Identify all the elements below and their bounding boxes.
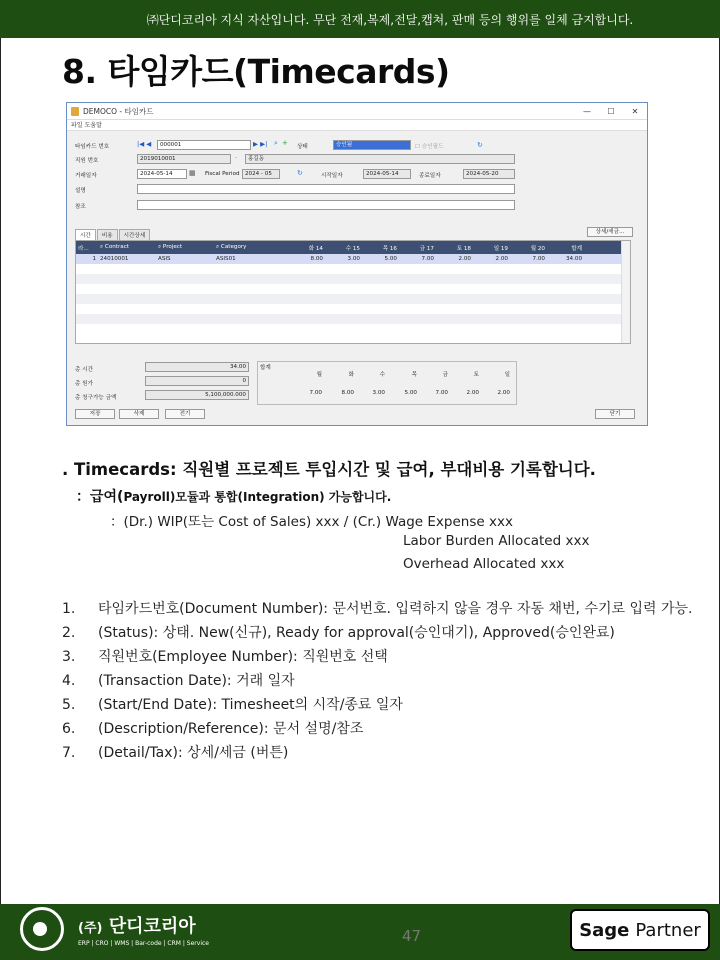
- summary-day: 토: [473, 372, 479, 378]
- list-text: 직원번호(Employee Number): 직원번호 선택: [98, 649, 388, 665]
- employee-number-field[interactable]: 2019010001: [137, 154, 231, 164]
- employee-label: 직원 번호: [75, 158, 99, 164]
- note-part: )모듈과 통합(Integration) 가능합니다.: [169, 490, 392, 504]
- list-number: 6.: [62, 721, 76, 737]
- nav-first-prev-icon[interactable]: |◀ ◀: [137, 140, 152, 148]
- grid-header: [76, 241, 630, 254]
- note-part: Payroll: [123, 490, 170, 504]
- reference-label: 참조: [75, 204, 86, 210]
- empty-row[interactable]: [76, 304, 630, 314]
- col-category-label: Category: [220, 244, 247, 250]
- list-item: [62, 624, 702, 642]
- journal-entry-line: Labor Burden Allocated xxx: [403, 533, 590, 549]
- summary-day: 월: [316, 372, 322, 378]
- summary-day: 화: [348, 372, 354, 378]
- timecards-summary: . Timecards: 직원별 프로젝트 투입시간 및 급여, 부대비용 기록합니다.: [62, 460, 596, 479]
- brand-text: 단디코리아: [108, 916, 196, 937]
- summary-value: 3.00: [372, 390, 385, 396]
- detail-tax-button[interactable]: 상세/세금...: [587, 227, 633, 237]
- col-project-label: Project: [162, 244, 183, 250]
- timecard-window: [66, 102, 648, 426]
- empty-row[interactable]: [76, 274, 630, 284]
- list-text: (Description/Reference): 문서 설명/참조: [98, 721, 364, 737]
- list-text: (Detail/Tax): 상세/세금 (버튼): [98, 745, 289, 761]
- table-row[interactable]: [76, 254, 630, 264]
- summary-value: 5.00: [404, 390, 417, 396]
- cell: 5.00: [384, 256, 397, 262]
- status-label: 상태: [297, 144, 308, 150]
- sage-partner-badge: [570, 909, 710, 951]
- post-button[interactable]: 전기: [165, 409, 205, 419]
- start-date-label: 시작일자: [321, 173, 343, 179]
- nav-next-last-icon[interactable]: ▶ ▶|: [253, 140, 268, 148]
- list-item: [62, 720, 702, 738]
- list-item: [62, 600, 702, 618]
- lookup-icon[interactable]: ·: [235, 154, 238, 162]
- list-text: (Status): 상태. New(신규), Ready for approval(승인대기), Approved(승인완료): [98, 625, 615, 641]
- fiscal-period-field: 2024 - 05: [242, 169, 280, 179]
- list-text: (Start/End Date): Timesheet의 시작/종료 일자: [98, 697, 403, 713]
- list-item: [62, 696, 702, 714]
- total-time-label: 총 시간: [75, 367, 93, 373]
- search-icon[interactable]: ⌕: [274, 139, 278, 147]
- app-icon: [71, 107, 79, 116]
- summary-day: 금: [442, 372, 448, 378]
- col-contract[interactable]: ⌕ Contract: [100, 244, 129, 250]
- empty-row[interactable]: [76, 294, 630, 304]
- empty-row[interactable]: [76, 324, 630, 334]
- journal-entry-line: ：(Dr.) WIP(또는 Cost of Sales) xxx / (Cr.) Wage Expense xxx: [110, 514, 513, 530]
- cell: ASIS: [158, 256, 171, 262]
- summary-value: 2.00: [497, 390, 510, 396]
- summary-value: 2.00: [466, 390, 479, 396]
- field-list: [62, 600, 702, 768]
- status-select[interactable]: 승인됨: [333, 140, 411, 150]
- list-number: 5.: [62, 697, 76, 713]
- list-number: 2.: [62, 625, 76, 641]
- total-time-field: 34.00: [145, 362, 249, 372]
- copyright-banner: [0, 0, 720, 38]
- overwrite-label: 승인필드: [421, 144, 444, 150]
- fiscal-period-label: Fiscal Period: [205, 171, 240, 177]
- start-date-field: 2024-05-14: [363, 169, 411, 179]
- col-day[interactable]: 화 14: [308, 245, 323, 252]
- description-label: 설명: [75, 188, 86, 194]
- time-grid: [75, 240, 631, 344]
- transaction-date-field[interactable]: 2024-05-14: [137, 169, 187, 179]
- doc-number-field[interactable]: 000001: [157, 140, 251, 150]
- transaction-date-label: 거래일자: [75, 173, 97, 179]
- col-contract-label: Contract: [104, 244, 129, 250]
- col-day[interactable]: 수 15: [345, 245, 360, 252]
- reference-field[interactable]: [137, 200, 515, 210]
- total-cost-field: 0: [145, 376, 249, 386]
- summary-label: 합계: [260, 365, 271, 371]
- calendar-icon[interactable]: ▦: [189, 169, 196, 177]
- empty-row[interactable]: [76, 284, 630, 294]
- summary-value: 8.00: [341, 390, 354, 396]
- sage-logo-text: Sage: [579, 919, 630, 941]
- page-title: 8. 타임카드(Timecards): [62, 52, 450, 91]
- payroll-integration-note: [76, 486, 391, 506]
- doc-number-label: 타임카드 번호: [75, 144, 110, 150]
- col-day[interactable]: 일 19: [493, 245, 508, 252]
- total-billable-label: 총 청구가능 금액: [75, 395, 117, 401]
- summary-day: 수: [379, 372, 385, 378]
- cell: 7.00: [532, 256, 545, 262]
- brand-paren: (주): [78, 921, 103, 936]
- note-part: ：급여(: [76, 489, 124, 505]
- company-logo-icon: [20, 907, 64, 951]
- empty-row[interactable]: [76, 314, 630, 324]
- save-button[interactable]: 저장: [75, 409, 115, 419]
- minimize-icon[interactable]: —: [583, 106, 591, 116]
- list-item: [62, 672, 702, 690]
- col-day[interactable]: 금 17: [419, 245, 434, 252]
- tab-time-detail[interactable]: 시간상세: [119, 229, 151, 240]
- window-title: DEMOCO - 타임카드: [83, 106, 154, 116]
- end-date-field: 2024-05-20: [463, 169, 515, 179]
- company-services: ERP | CRO | WMS | Bar-code | CRM | Service: [78, 940, 209, 947]
- summary-value: 7.00: [435, 390, 448, 396]
- list-item: [62, 744, 702, 762]
- close-icon[interactable]: ✕: [631, 106, 639, 116]
- refresh-period-icon[interactable]: ↻: [297, 169, 303, 177]
- cell: 7.00: [421, 256, 434, 262]
- col-line[interactable]: 라...: [78, 245, 89, 252]
- tab-time[interactable]: 시간: [75, 229, 96, 240]
- close-button[interactable]: 닫기: [595, 409, 635, 419]
- empty-row[interactable]: [76, 264, 630, 274]
- col-project[interactable]: ⌕ Project: [158, 244, 183, 250]
- col-day[interactable]: 월 20: [530, 245, 545, 252]
- grid-scrollbar[interactable]: [621, 241, 630, 343]
- overwrite-checkbox[interactable]: ☐ 승인필드: [415, 144, 444, 150]
- list-number: 1.: [62, 601, 76, 617]
- cell: 3.00: [347, 256, 360, 262]
- partner-text: Partner: [635, 919, 701, 941]
- cell: 24010001: [100, 256, 129, 262]
- list-text: (Transaction Date): 거래 일자: [98, 673, 295, 689]
- list-text: 타임카드번호(Document Number): 문서번호. 입력하지 않을 경우 자동 채번, 수기로 입력 가능.: [98, 601, 693, 617]
- tab-strip: [75, 229, 151, 240]
- cell: ASIS01: [216, 256, 236, 262]
- page-number: 47: [402, 927, 422, 945]
- cell: 2.00: [458, 256, 471, 262]
- col-day[interactable]: 목 16: [382, 245, 397, 252]
- summary-day: 목: [411, 372, 417, 378]
- col-total[interactable]: 합계: [571, 245, 582, 252]
- cell: 2.00: [495, 256, 508, 262]
- list-number: 7.: [62, 745, 76, 761]
- maximize-icon[interactable]: ☐: [607, 106, 615, 116]
- company-name: [78, 912, 196, 938]
- cell: 1: [92, 256, 96, 262]
- summary-value: 7.00: [309, 390, 322, 396]
- refresh-icon[interactable]: ↻: [477, 141, 483, 149]
- list-number: 3.: [62, 649, 76, 665]
- add-icon[interactable]: +: [282, 139, 288, 147]
- col-category[interactable]: ⌕ Category: [216, 244, 247, 250]
- cell: 8.00: [310, 256, 323, 262]
- list-item: [62, 648, 702, 666]
- col-day[interactable]: 토 18: [456, 245, 471, 252]
- end-date-label: 종료일자: [419, 173, 441, 179]
- banner-text: ㈜단디코리아 지식 자산입니다. 무단 전재,복제,전달,캡쳐, 판매 등의 행위를 일체 금지합니다.: [146, 12, 634, 27]
- menu-bar[interactable]: 파일 도움말: [67, 120, 647, 131]
- total-billable-field: 5,100,000.000: [145, 390, 249, 400]
- description-field[interactable]: [137, 184, 515, 194]
- total-cost-label: 총 원가: [75, 381, 93, 387]
- window-titlebar: [67, 103, 647, 120]
- notes-heading: [62, 456, 596, 480]
- delete-button[interactable]: 삭제: [119, 409, 159, 419]
- tab-cost[interactable]: 비용: [97, 229, 118, 240]
- summary-day: 일: [504, 372, 510, 378]
- journal-entry-line: Overhead Allocated xxx: [403, 556, 565, 572]
- cell: 34.00: [565, 256, 582, 262]
- employee-name-field: 홍길동: [245, 154, 515, 164]
- list-number: 4.: [62, 673, 76, 689]
- daily-summary: [257, 361, 517, 405]
